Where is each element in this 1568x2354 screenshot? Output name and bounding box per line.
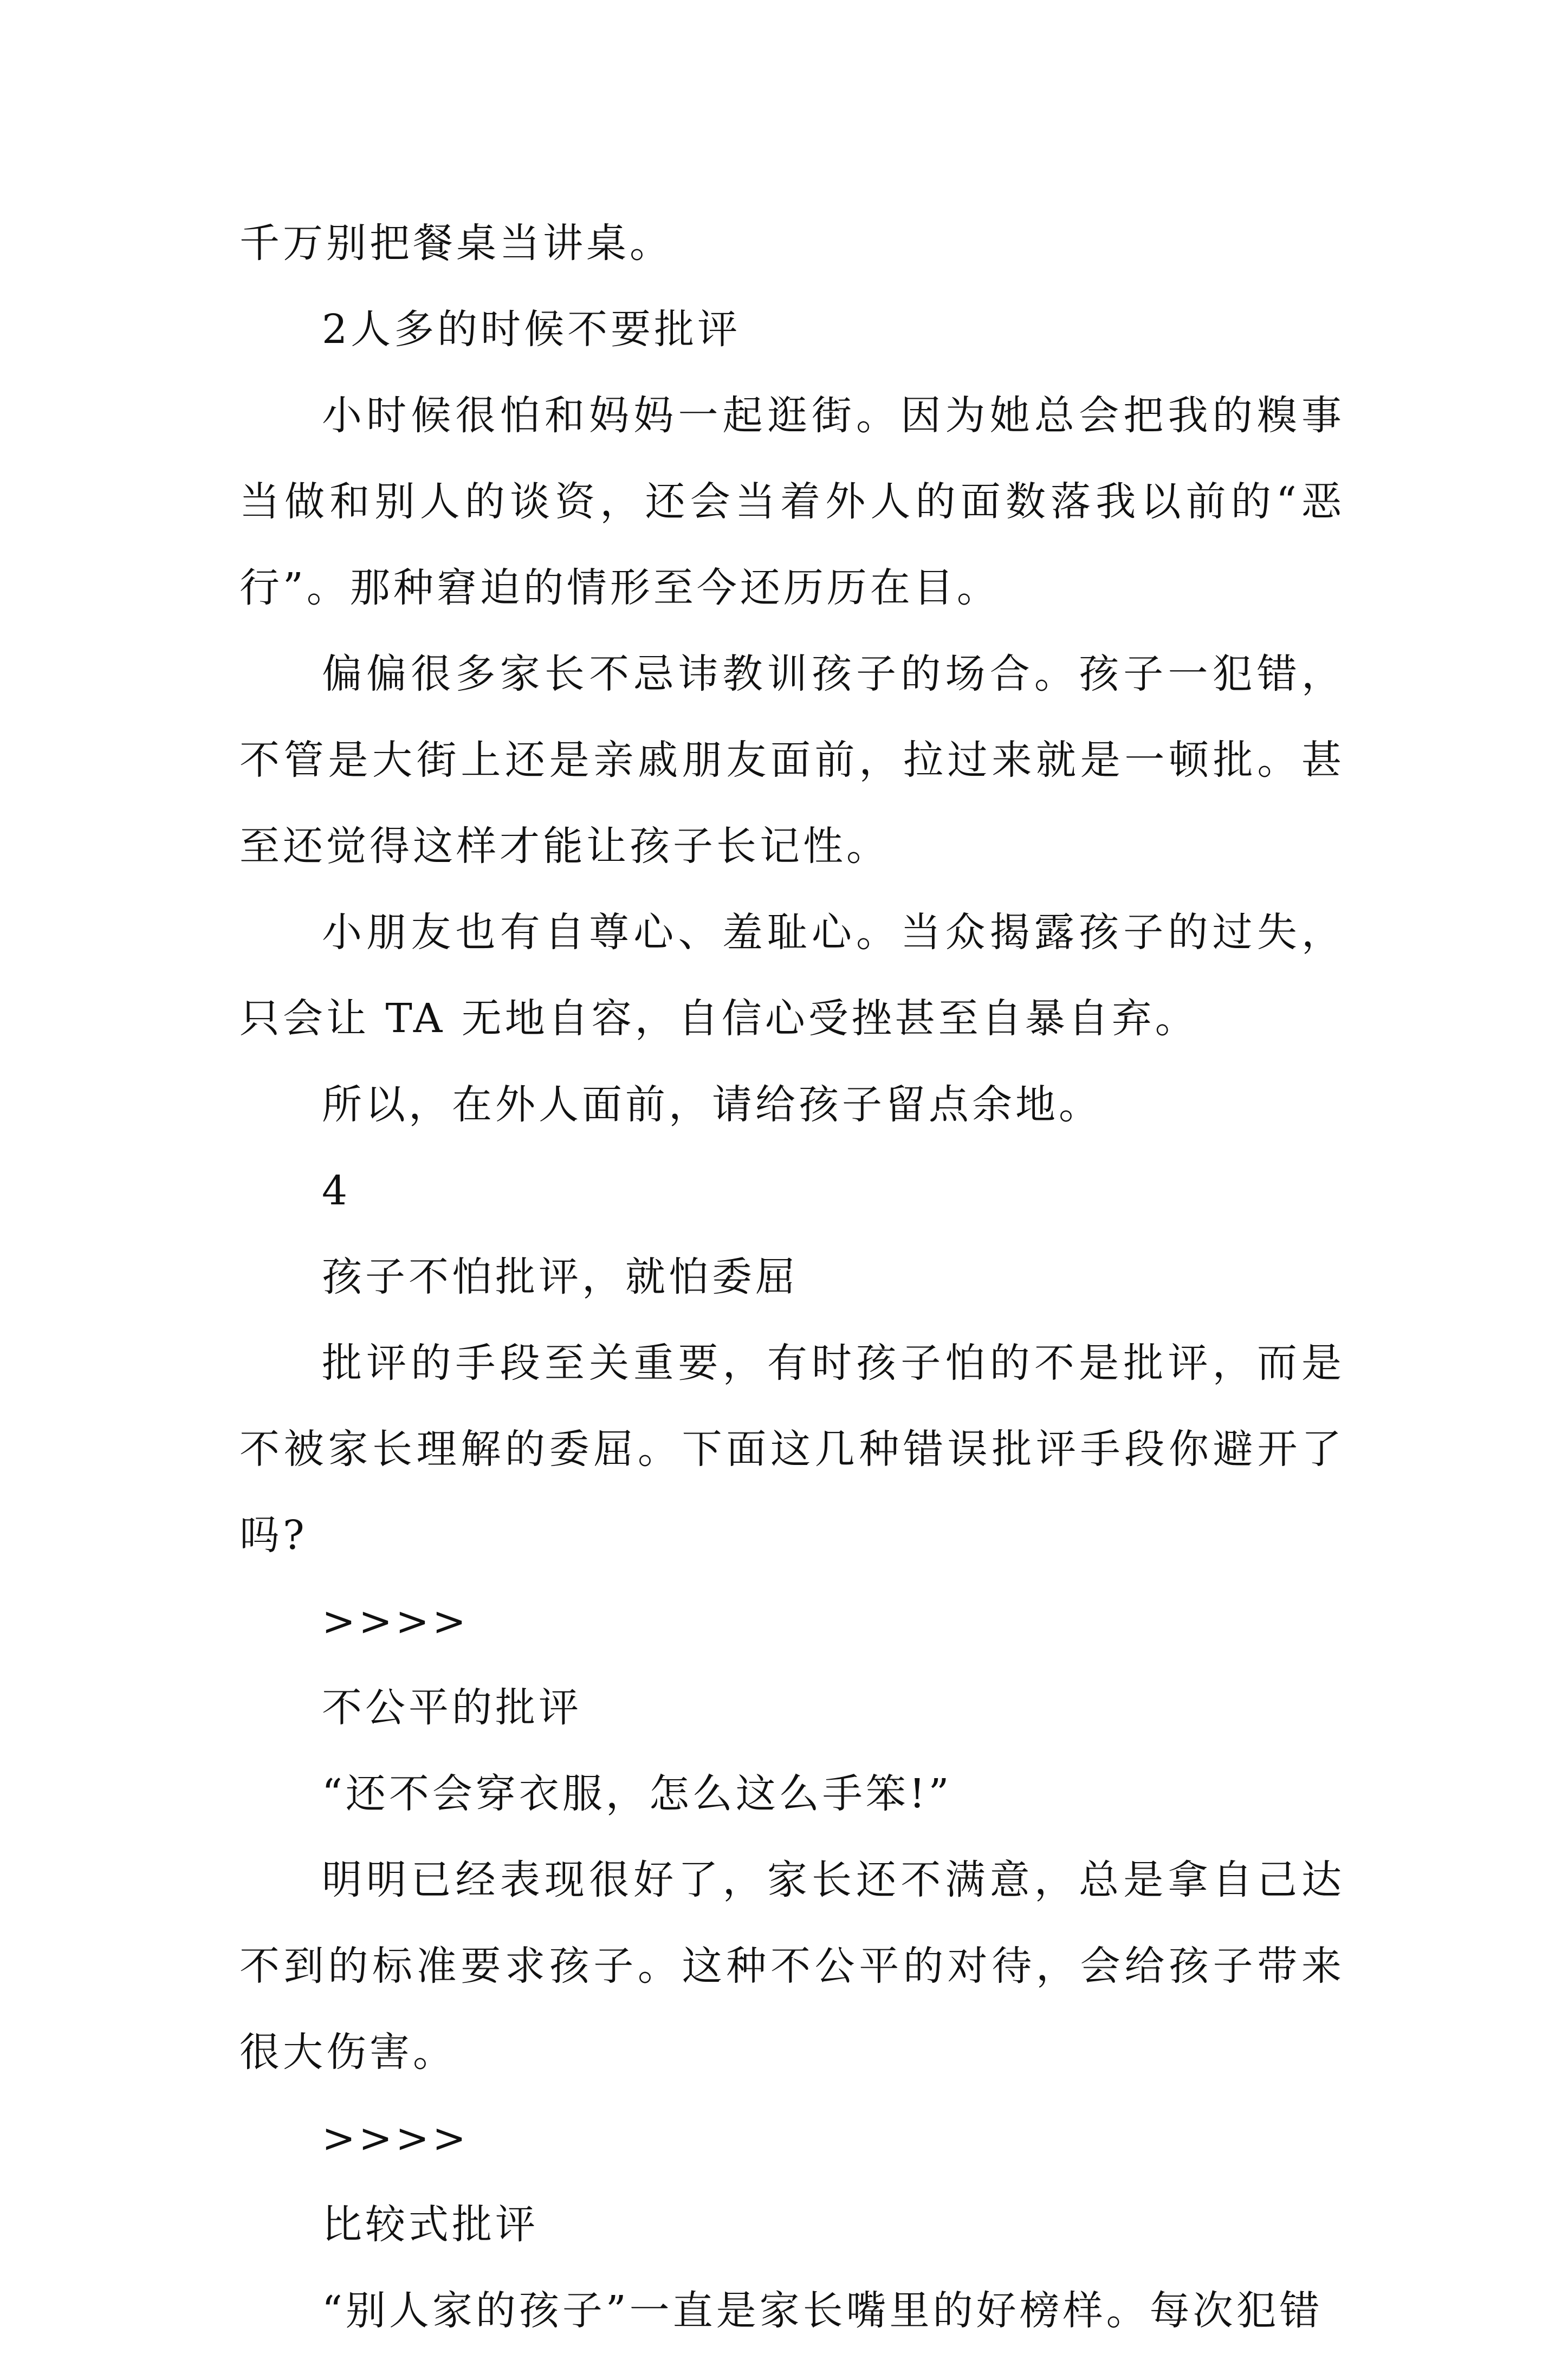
paragraph: 千万别把餐桌当讲桌。 <box>239 220 673 267</box>
section-number: 4 <box>322 1168 351 1214</box>
paragraph: 小朋友也有自尊心、羞耻心。当众揭露孩子的过失，只会让 TA 无地自容，自信心受挫甚至自暴自弃。 <box>239 909 1345 1042</box>
paragraph: 所以，在外人面前，请给孩子留点余地。 <box>322 1081 1102 1128</box>
paragraph: “别人家的孩子”一直是家长嘴里的好榜样。每次犯错 <box>322 2287 1323 2334</box>
paragraph: 小时候很怕和妈妈一起逛街。因为她总会把我的糗事当做和别人的谈资，还会当着外人的面数落我以前的“恶行”。那种窘迫的情形至今还历历在目。 <box>239 392 1345 611</box>
divider-marker: >>>> <box>322 2115 470 2162</box>
document-body <box>239 200 1345 2354</box>
subheading: 比较式批评 <box>322 2201 539 2248</box>
quote: “还不会穿衣服，怎么这么手笨!” <box>322 1771 953 1817</box>
paragraph: 偏偏很多家长不忌讳教训孩子的场合。孩子一犯错，不管是大街上还是亲戚朋友面前，拉过来就是一顿批。甚至还觉得这样才能让孩子长记性。 <box>239 651 1345 870</box>
section-heading: 2人多的时候不要批评 <box>322 306 741 353</box>
subheading: 不公平的批评 <box>322 1684 582 1731</box>
divider-marker: >>>> <box>322 1598 470 1645</box>
paragraph: 批评的手段至关重要，有时孩子怕的不是批评，而是不被家长理解的委屈。下面这几种错误批评手段你避开了吗? <box>239 1340 1345 1559</box>
section-heading: 孩子不怕批评，就怕委屈 <box>322 1254 799 1300</box>
paragraph: 明明已经表现很好了，家长还不满意，总是拿自己达不到的标准要求孩子。这种不公平的对待，会给孩子带来很大伤害。 <box>239 1857 1345 2076</box>
